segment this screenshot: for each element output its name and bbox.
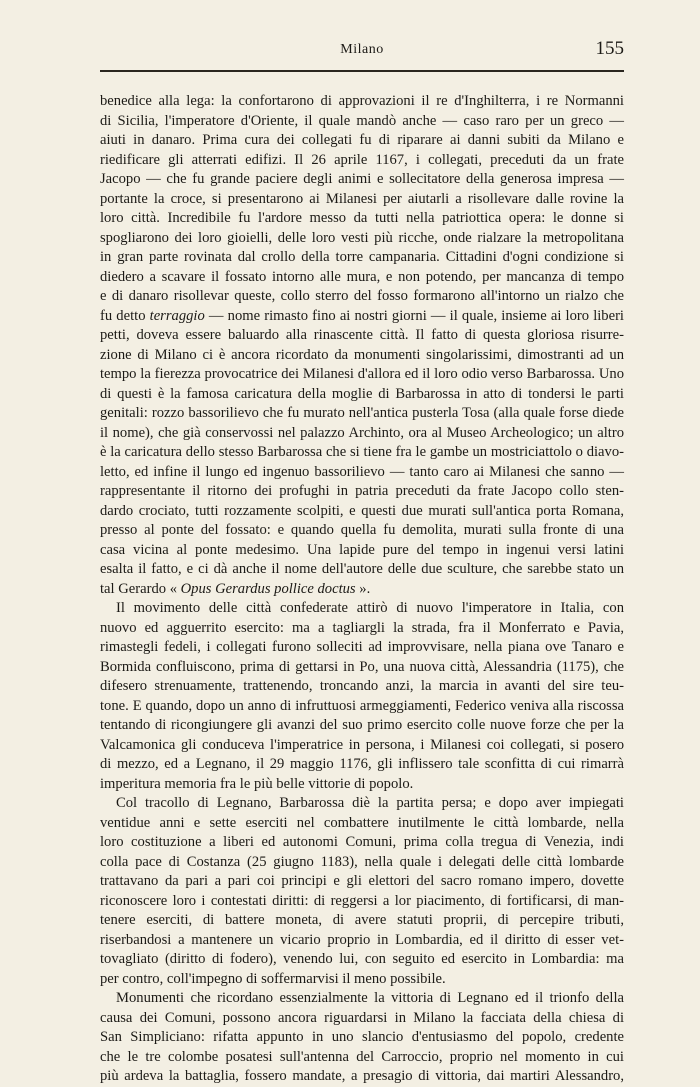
text-line: portante la croce, si presentarono ai Milanesi per aiutarli a risollevare dalle rovine la (100, 190, 624, 207)
text-line: San Simpliciano: rifatta appunto in uno slancio d'entusiasmo del popolo, credente (100, 1029, 624, 1045)
italic-quote: Opus Gerardus pollice doctus (180, 580, 356, 597)
text-line: Bormida confluiscono, prima di gettarsi in Po, una nuova città, Alessandria (1175), che (100, 658, 624, 675)
text-line: presso al ponte del fossato: e quando quella fu demolita, murati sulla fronte di una (100, 522, 624, 538)
text-line: trattavano da pari a pari coi principi e gli elettori del sacro romano impero, dovette (100, 873, 624, 889)
text-line: Jacopo — che fu grande paciere degli animi e sollecitatore della generosa impresa — (100, 171, 624, 187)
text-line: rappresentante il ritorno dei profughi in patria preceduti da frate Jacopo collo sten- (100, 483, 624, 499)
text-line: ventidue anni e sette eserciti nel combattere inutilmente le città lombarde, nella (100, 814, 624, 831)
text-line: zione di Milano ci è ancora ricordato da monumenti singolarissimi, dimostranti ad un (100, 346, 624, 363)
text-line: Monumenti che ricordano essenzialmente la vittoria di Legnano ed il trionfo della (116, 990, 624, 1006)
text-line: Il movimento delle città confederate attirò di nuovo l'imperatore in Italia, con (116, 600, 624, 616)
page-number: 155 (595, 38, 624, 59)
text-line: benedice alla lega: la confortarono di approvazioni il re d'Inghilterra, i re Normanni (100, 93, 624, 109)
header-rule (100, 70, 624, 72)
text-line: e di danaro risollevar queste, collo sterro del fosso formarono all'intorno un rialzo che (100, 288, 624, 304)
text-line: dardo crociato, tutti rozzamente scolpiti, e questi due murati sull'antica porta Romana, (100, 502, 624, 519)
text-line: riedificare gli atterrati edifizi. Il 26 aprile 1167, i collegati, preceduti da un frate (100, 151, 624, 168)
text-line: loro costituzione a liberi ed autonomi Comuni, prima colla tregua di Venezia, indi (100, 834, 624, 850)
text-line: esalta il fatto, e ci dà anche il nome dell'autore delle due sculture, che sarebbe stato un (100, 561, 624, 577)
text-line: casa vicina al ponte medesimo. Una lapide pure del tempo in ingenui versi latini (100, 541, 624, 558)
text-line: è la caricatura dello stesso Barbarossa che si tiene fra le gambe un mostriciattolo o diavo- (100, 444, 624, 460)
text-line: tovagliato (diritto di fodero), venendo lui, con seguito ed esercito in Lombardia: ma (100, 951, 624, 967)
text-line: di mezzo, ed a Legnano, il 29 maggio 1176, gli inflissero tale sconfitta di cui rimarrà (100, 756, 624, 772)
text-line: petti, doveva essere baluardo alla rinascente città. Il fatto di questa gloriosa risurre- (100, 327, 624, 343)
text-line: Col tracollo di Legnano, Barbarossa diè la partita persa; e dopo aver impiegati (116, 795, 624, 811)
text-line: difesero strenuamente, trattenendo, troncando anzi, la marcia in avanti del sire teu- (100, 678, 624, 694)
running-head (100, 36, 624, 66)
text-line: rimastegli fedeli, i collegati furono solleciti ad improvvisare, nella piana ove Tanaro e (100, 639, 624, 655)
text-line: letto, ed infine il lungo ed ingenuo bassorilievo — tanto caro ai Milanesi che sanno — (100, 463, 624, 480)
text-line: imperitura memoria fra le più belle vittorie di popolo. (100, 775, 414, 792)
text-line: in gran parte rovinata dal crollo della torre campanaria. Cittadini d'ogni condizione si (100, 249, 624, 265)
body-text (100, 92, 624, 1087)
italic-term: terraggio (149, 307, 205, 324)
text-line: riconoscere loro i contestati diritti: di reggersi a lor piacimento, di fortificarsi, di man- (100, 892, 624, 909)
text-line: che le tre colombe posatesi sull'antenna del Carroccio, proprio nel momento in cui (100, 1048, 624, 1065)
text-line: tal Gerardo « Opus Gerardus pollice doctus ». (100, 580, 371, 597)
text-line: loro città. Incredibile fu l'ardore messo da tutti nella patriottica opera: le donne si (100, 210, 624, 226)
text-line: tempo la fierezza provocatrice dei Milanesi d'allora ed il loro odio verso Barbarossa. Uno (100, 366, 624, 382)
text-line: colla pace di Costanza (25 giugno 1183), nella quale i delegati delle città lombarde (100, 853, 624, 870)
text-line: di Sicilia, l'imperatore d'Oriente, il quale mandò anche — caso raro per un greco — (100, 112, 624, 129)
text-line: tone. E quando, dopo un anno di infruttuosi armeggiamenti, Federico veniva alla riscossa (100, 697, 624, 714)
page-title: Milano (340, 42, 384, 57)
text-line: il nome), che già conservossi nel palazzo Archinto, ora al Museo Archeologico; un altro (100, 424, 624, 441)
text-line: riserbandosi a mantenere un vicario proprio in Lombardia, ed il diritto di esser vet- (100, 931, 624, 948)
text-line: spogliarono dei loro gioielli, delle loro vesti più ricche, onde rialzare la metropolitana (100, 229, 624, 246)
text-line: genitali: rozzo bassorilievo che fu murato nell'antica pusterla Tosa (alla quale forse diede (100, 405, 624, 421)
text-line: di questi è la famosa caricatura della moglie di Barbarossa in atto di tondersi le parti (100, 385, 624, 402)
text-line: tenere eserciti, di battere moneta, di avere statuti proprii, di percepire tributi, (100, 912, 624, 928)
text-line: aiuti in danaro. Prima cura dei collegati fu di riparare ai danni subiti da Milano e (100, 132, 624, 148)
text-line: più ardeva la battaglia, fossero mandate, a presagio di vittoria, dai martiri Alessandro, (100, 1068, 624, 1084)
text-line: diedero a scavare il fossato intorno alle mura, e non potendo, per mancanza di tempo (100, 268, 624, 285)
text-line: tentando di ricongiungere gli avanzi del suo primo esercito colle nuove forze che per la (100, 717, 624, 733)
text-line: causa dei Comuni, possono ancora riguardarsi in Milano la facciata della chiesa di (100, 1009, 624, 1026)
text-line: per contro, coll'impegno di soffermarvisi il meno possibile. (100, 970, 446, 987)
text-line: nuovo ed agguerrito esercito: ma a tagliargli la strada, fra il Monferrato e Pavia, (100, 619, 624, 636)
text-line: fu detto terraggio — nome rimasto fino ai nostri giorni — il quale, insieme ai loro liberi (100, 307, 624, 324)
text-line: Valcamonica gli conduceva l'imperatrice in persona, i Milanesi coi collegati, si posero (100, 736, 624, 753)
